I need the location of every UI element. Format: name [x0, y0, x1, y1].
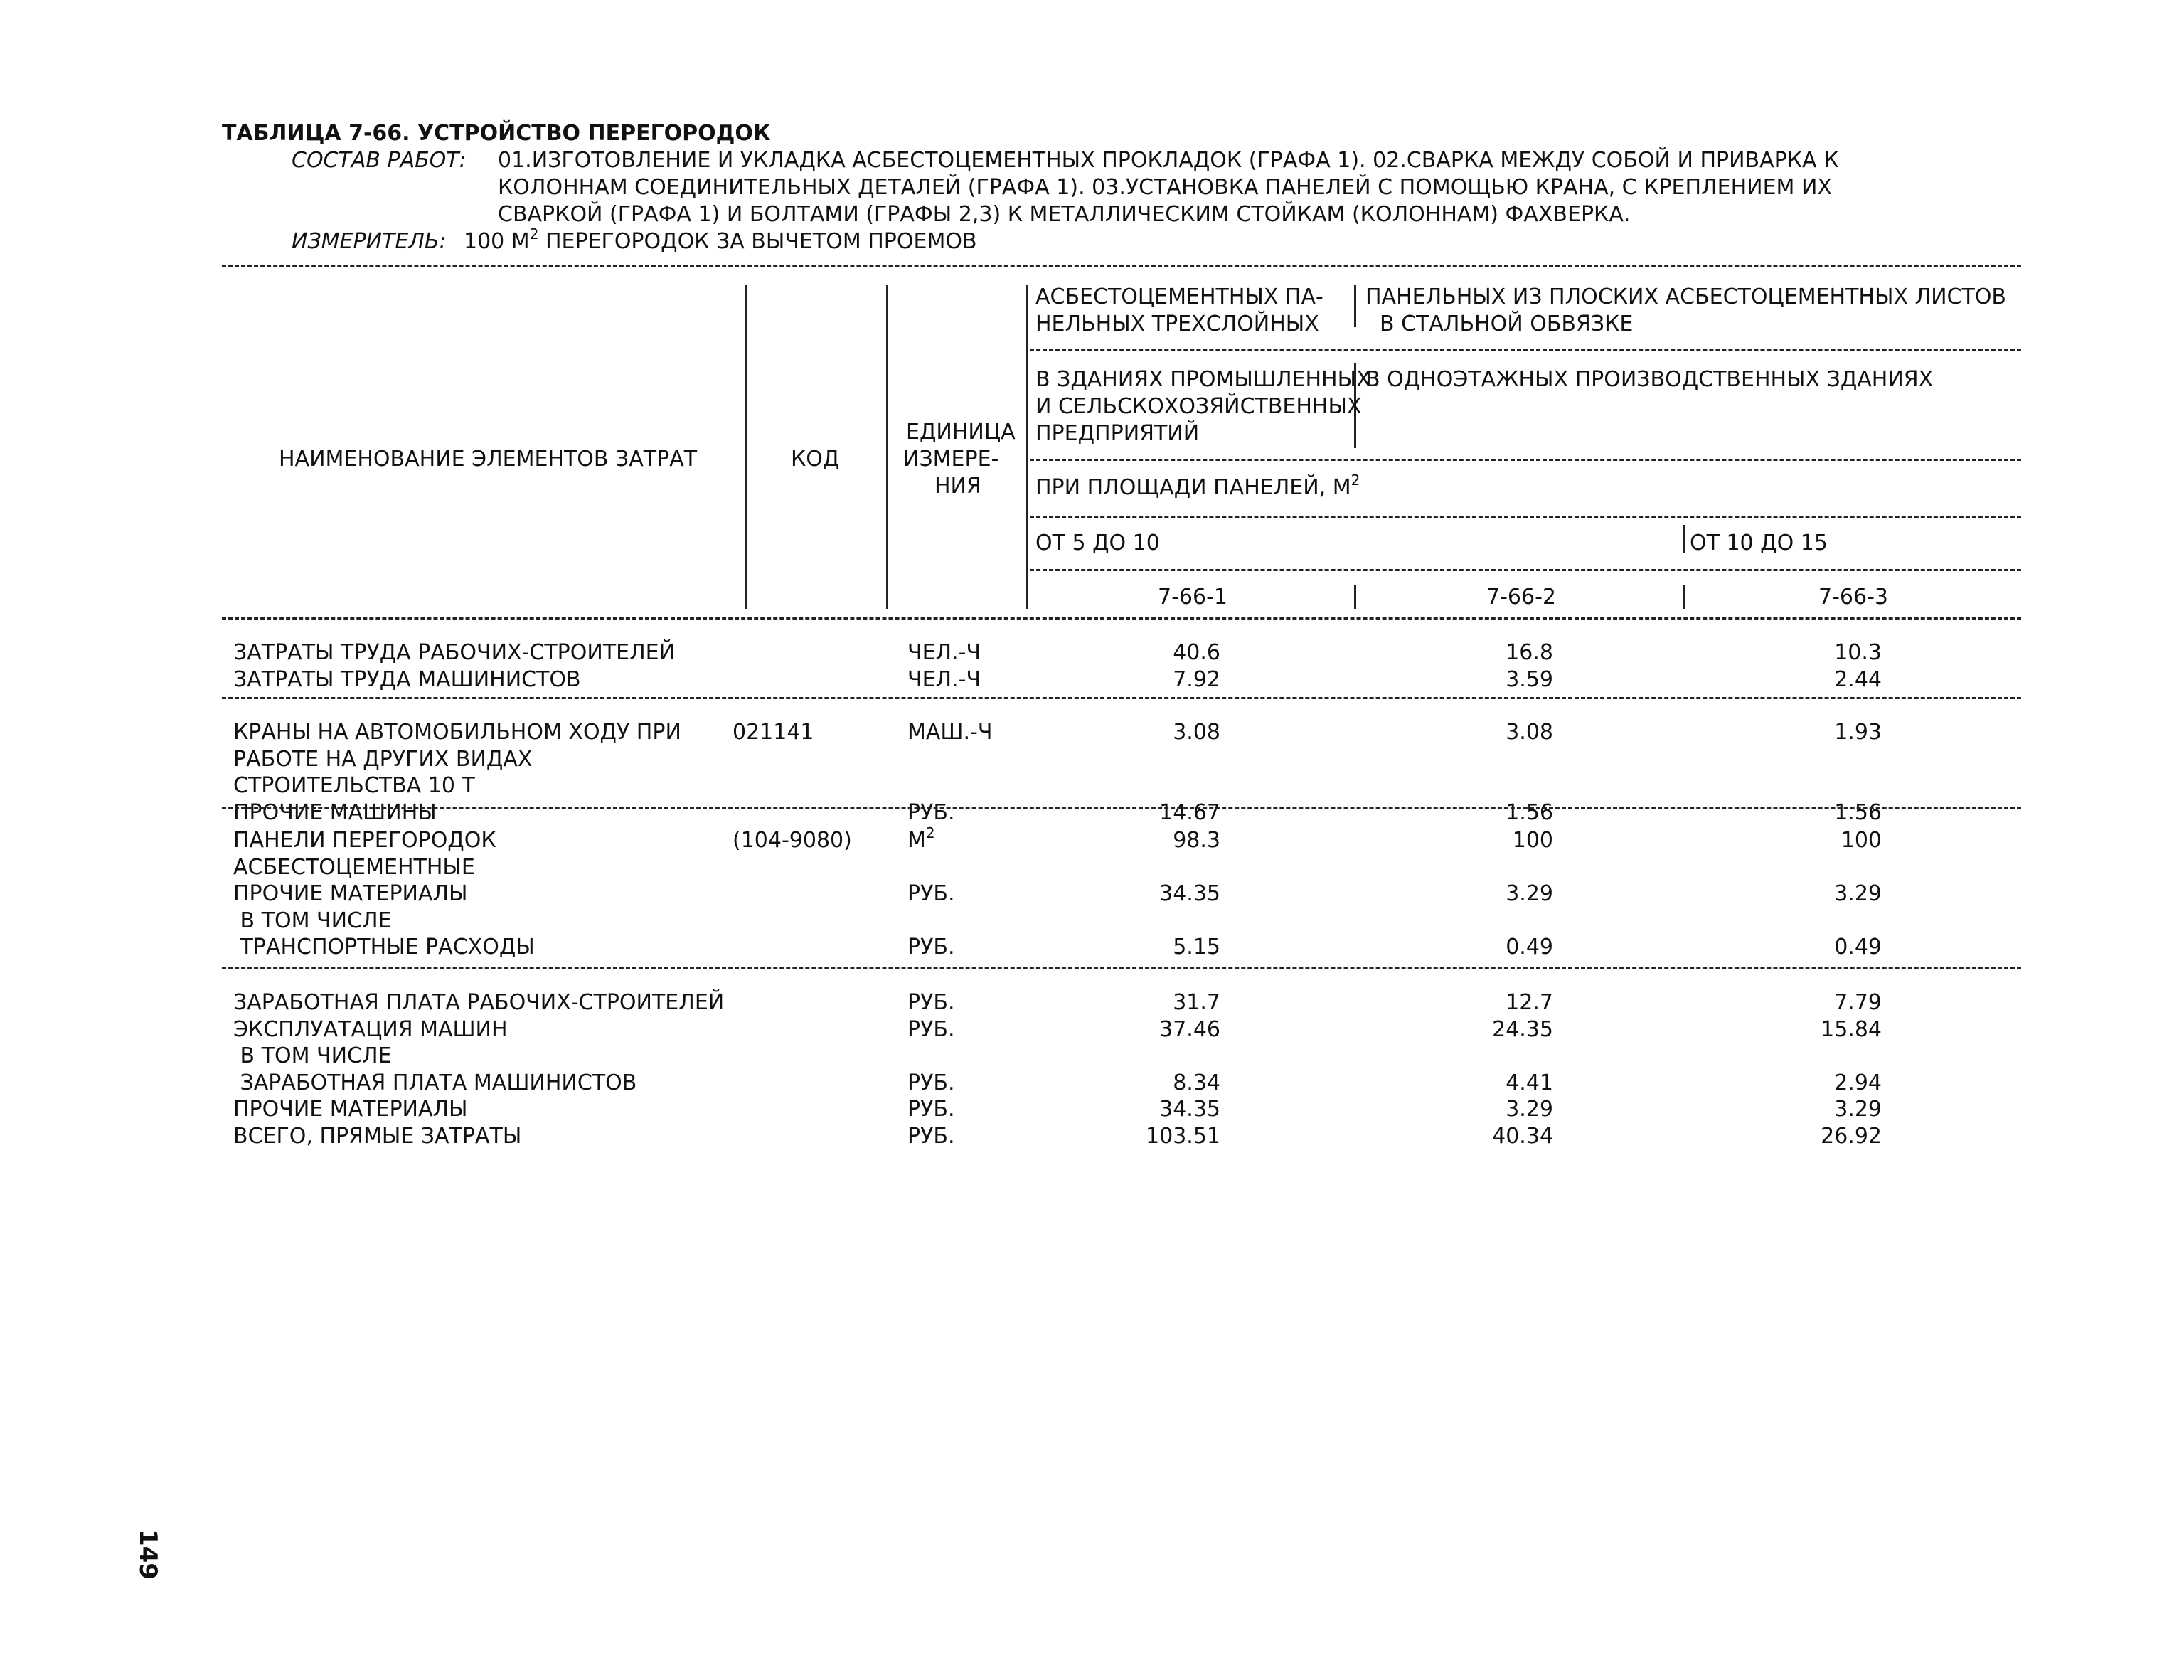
row-value-3: 26.92 [1821, 1123, 1882, 1149]
header-unit-line-1: ЕДИНИЦА [906, 420, 1016, 445]
row-name: АСБЕСТОЦЕМЕНТНЫЕ [233, 854, 475, 880]
composition-line-3: СВАРКОЙ (ГРАФА 1) И БОЛТАМИ (ГРАФЫ 2,3) К МЕТАЛЛИЧЕСКИМ СТОЙКАМ (КОЛОННАМ) ФАХВЕРКА. [498, 202, 1631, 227]
row-value-1: 40.6 [1173, 640, 1220, 665]
row-name: РАБОТЕ НА ДРУГИХ ВИДАХ [233, 746, 533, 772]
row-unit: РУБ. [907, 935, 955, 959]
row-value-1: 7.92 [1173, 666, 1220, 692]
measure-text: 100 $М^2$ ПЕРЕГОРОДОК ЗА ВЫЧЕТОМ ПРОЕМОВ [464, 225, 977, 254]
row-unit: ЧЕЛ.-Ч [907, 640, 981, 665]
row-name: В ТОМ ЧИСЛЕ [233, 1043, 392, 1068]
measure-label: ИЗМЕРИТЕЛЬ: [292, 229, 447, 254]
col-divider-name [745, 285, 747, 609]
row-value-1: 3.08 [1173, 720, 1220, 745]
header-group2-line-2: В СТАЛЬНОЙ ОБВЯЗКЕ [1380, 312, 1634, 336]
row-value-2: 3.59 [1506, 666, 1553, 692]
row-value-3: 0.49 [1834, 935, 1882, 959]
col-divider-unit [1026, 285, 1028, 609]
row-value-3: 2.94 [1834, 1070, 1882, 1095]
header-bottom-rule [222, 617, 2021, 620]
header-rule-1 [1030, 349, 2021, 351]
row-value-3: 3.29 [1834, 881, 1882, 906]
header-rule-4 [1030, 569, 2021, 571]
row-value-3: 1.93 [1834, 720, 1882, 745]
row-value-2: 3.29 [1506, 881, 1553, 906]
row-unit: РУБ. [907, 1070, 955, 1095]
row-unit: РУБ. [907, 881, 955, 906]
row-name: ЗАТРАТЫ ТРУДА МАШИНИСТОВ [233, 666, 581, 692]
page-number: 149 [134, 1529, 162, 1580]
header-area: ПРИ ПЛОЩАДИ ПАНЕЛЕЙ, $М^2$ [1035, 472, 1360, 500]
row-code: (104-9080) [733, 828, 852, 853]
row-value-3: 1.56 [1834, 799, 1882, 825]
row-unit: РУБ. [907, 1097, 955, 1122]
header-code-2: 7-66-2 [1486, 585, 1556, 610]
row-value-1: 8.34 [1173, 1070, 1220, 1095]
col-divider-range [1683, 525, 1685, 553]
header-code-3: 7-66-3 [1818, 585, 1888, 610]
row-name: В ТОМ ЧИСЛЕ [233, 908, 392, 933]
header-sub1-line-2: И СЕЛЬСКОХОЗЯЙСТВЕННЫХ [1035, 394, 1362, 419]
col-divider-code2 [1354, 585, 1356, 609]
header-sub1-line-3: ПРЕДПРИЯТИЙ [1035, 421, 1200, 446]
row-name: ПРОЧИЕ МАТЕРИАЛЫ [233, 881, 468, 906]
row-name: ЗАРАБОТНАЯ ПЛАТА РАБОЧИХ-СТРОИТЕЛЕЙ [233, 990, 725, 1015]
row-value-1: 34.35 [1159, 1097, 1220, 1122]
row-name: КРАНЫ НА АВТОМОБИЛЬНОМ ХОДУ ПРИ [233, 720, 681, 745]
row-value-2: 0.49 [1506, 935, 1553, 959]
row-value-3: 100 [1841, 828, 1882, 853]
section-rule [222, 967, 2021, 969]
composition-line-2: КОЛОННАМ СОЕДИНИТЕЛЬНЫХ ДЕТАЛЕЙ (ГРАФА 1). 03.УСТАНОВКА ПАНЕЛЕЙ С ПОМОЩЬЮ КРАНА, С КРЕПЛЕНИЕМ ИХ [498, 175, 1832, 200]
section-rule [222, 697, 2021, 699]
header-unit-line-3: НИЯ [934, 474, 981, 499]
row-unit: РУБ. [907, 1123, 955, 1149]
row-value-2: 16.8 [1506, 640, 1553, 665]
row-value-1: 5.15 [1173, 935, 1220, 959]
row-unit: МАШ.-Ч [907, 720, 993, 745]
header-group2-line-1: ПАНЕЛЬНЫХ ИЗ ПЛОСКИХ АСБЕСТОЦЕМЕНТНЫХ ЛИСТОВ [1365, 285, 2007, 309]
header-code-col: КОД [791, 447, 840, 472]
row-name: ЗАТРАТЫ ТРУДА РАБОЧИХ-СТРОИТЕЛЕЙ [233, 640, 676, 665]
row-value-1: 98.3 [1173, 828, 1220, 853]
table-title: ТАБЛИЦА 7-66. УСТРОЙСТВО ПЕРЕГОРОДОК [222, 121, 771, 146]
row-name: ЗАРАБОТНАЯ ПЛАТА МАШИНИСТОВ [233, 1070, 637, 1095]
row-value-2: 3.29 [1506, 1097, 1553, 1122]
row-name: СТРОИТЕЛЬСТВА 10 Т [233, 773, 475, 798]
header-rule-2 [1030, 459, 2021, 461]
row-value-3: 7.79 [1834, 990, 1882, 1015]
col-divider-group [1354, 285, 1356, 327]
row-value-1: 103.51 [1146, 1123, 1220, 1149]
row-value-3: 2.44 [1834, 666, 1882, 692]
header-range-2: ОТ 10 ДО 15 [1690, 531, 1828, 555]
row-value-2: 100 [1512, 828, 1553, 853]
row-name: ТРАНСПОРТНЫЕ РАСХОДЫ [233, 935, 535, 959]
header-group1-line-2: НЕЛЬНЫХ ТРЕХСЛОЙНЫХ [1035, 312, 1319, 336]
row-value-2: 12.7 [1506, 990, 1553, 1015]
row-value-2: 4.41 [1506, 1070, 1553, 1095]
row-value-1: 37.46 [1159, 1016, 1220, 1042]
col-divider-code3 [1683, 585, 1685, 609]
row-name: ПРОЧИЕ МАШИНЫ [233, 799, 437, 825]
header-sub1-line-1: В ЗДАНИЯХ ПРОМЫШЛЕННЫХ [1035, 367, 1371, 392]
row-unit: $М^2$ [907, 824, 935, 853]
row-value-1: 34.35 [1159, 881, 1220, 906]
composition-line-1: 01.ИЗГОТОВЛЕНИЕ И УКЛАДКА АСБЕСТОЦЕМЕНТНЫХ ПРОКЛАДОК (ГРАФА 1). 02.СВАРКА МЕЖДУ СОБОЙ И ПРИВАРКА К [498, 148, 1839, 173]
row-code: 021141 [733, 720, 814, 745]
row-unit: ЧЕЛ.-Ч [907, 666, 981, 692]
row-value-2: 40.34 [1492, 1123, 1553, 1149]
header-group1-line-1: АСБЕСТОЦЕМЕНТНЫХ ПА- [1035, 285, 1323, 309]
row-unit: РУБ. [907, 799, 955, 825]
header-top-rule [222, 265, 2021, 267]
row-value-1: 31.7 [1173, 990, 1220, 1015]
row-name: ПРОЧИЕ МАТЕРИАЛЫ [233, 1097, 468, 1122]
row-value-2: 3.08 [1506, 720, 1553, 745]
header-rule-3 [1030, 516, 2021, 518]
row-unit: РУБ. [907, 990, 955, 1015]
composition-label: СОСТАВ РАБОТ: [292, 148, 467, 173]
row-name: ЭКСПЛУАТАЦИЯ МАШИН [233, 1016, 508, 1042]
row-value-1: 14.67 [1159, 799, 1220, 825]
row-value-3: 10.3 [1834, 640, 1882, 665]
section-rule [222, 807, 2021, 809]
row-value-2: 24.35 [1492, 1016, 1553, 1042]
header-name-col: НАИМЕНОВАНИЕ ЭЛЕМЕНТОВ ЗАТРАТ [279, 447, 698, 472]
header-sub2: В ОДНОЭТАЖНЫХ ПРОИЗВОДСТВЕННЫХ ЗДАНИЯХ [1365, 367, 1934, 392]
header-unit-line-2: ИЗМЕРЕ- [903, 447, 999, 472]
col-divider-code [886, 285, 888, 609]
header-range-1: ОТ 5 ДО 10 [1035, 531, 1160, 555]
row-value-2: 1.56 [1506, 799, 1553, 825]
row-name: ВСЕГО, ПРЯМЫЕ ЗАТРАТЫ [233, 1123, 522, 1149]
header-code-1: 7-66-1 [1158, 585, 1227, 610]
row-unit: РУБ. [907, 1016, 955, 1042]
row-value-3: 3.29 [1834, 1097, 1882, 1122]
row-value-3: 15.84 [1821, 1016, 1882, 1042]
row-name: ПАНЕЛИ ПЕРЕГОРОДОК [233, 828, 496, 853]
